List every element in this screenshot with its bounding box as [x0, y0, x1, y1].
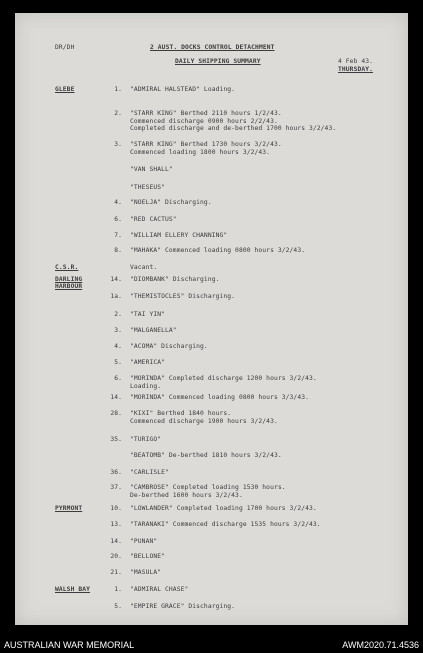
section-heading: DARLING [55, 276, 83, 283]
entry-line: "MASULA" [130, 569, 162, 576]
berth-number: 28. [110, 410, 122, 417]
entry-line: "THEMISTOCLES" Discharging. [130, 293, 236, 300]
section-heading: GLEBE [55, 86, 75, 93]
entry-line: "KIXI" Berthed 1840 hours. [130, 410, 232, 417]
entry-line: "CAMBROSE" Completed loading 1530 hours. [130, 484, 286, 491]
berth-number: 6. [114, 216, 122, 223]
berth-number: 3. [114, 141, 122, 148]
unit-name: 2 AUST. DOCKS CONTROL DETACHMENT [150, 44, 275, 51]
entry-line: "MAHAKA" Commenced loading 0800 hours 3/2/43. [130, 247, 306, 254]
entry-line: "THESEUS" [130, 184, 166, 191]
entry-line: "CARLISLE" [130, 469, 169, 476]
entry-line: "MALGANELLA" [130, 327, 177, 334]
document-date: 4 Feb 43. [338, 58, 374, 65]
entry-line: "BELLONE" [130, 553, 166, 560]
entry-line: Vacant. [130, 264, 158, 271]
entry-line: "MORINDA" Completed discharge 1200 hours 3/2/43. [130, 375, 317, 382]
berth-number: 5. [114, 359, 122, 366]
archive-name: AUSTRALIAN WAR MEMORIAL [4, 640, 135, 650]
berth-number: 14. [110, 276, 122, 283]
entry-line: "MORINDA" Commenced loading 0800 hours 3/3/43. [130, 394, 309, 401]
berth-number: 10. [110, 505, 122, 512]
entry-line: "LOWLANDER" Completed loading 1700 hours 3/2/43. [130, 505, 317, 512]
berth-number: 1. [114, 586, 122, 593]
berth-number: 7. [114, 232, 122, 239]
berth-number: 20. [110, 553, 122, 560]
file-reference: DR/DH [55, 44, 75, 51]
entry-line: Loading. [130, 382, 162, 390]
document-day: THURSDAY. [338, 66, 374, 73]
berth-number: 1a. [110, 293, 122, 300]
section-heading: WALSH BAY [55, 586, 91, 593]
berth-number: 36. [110, 469, 122, 476]
entry-line: "STARR KING" Berthed 1730 hours 3/2/43. [130, 141, 282, 148]
berth-number: 37. [110, 484, 122, 491]
berth-number: 5. [114, 603, 122, 610]
entry-line: "BEATOMB" De-berthed 1810 hours 3/2/43. [130, 452, 282, 459]
berth-number: 2. [114, 110, 122, 117]
berth-number: 3. [114, 327, 122, 334]
archive-footer [0, 637, 423, 653]
berth-number: 4. [114, 343, 122, 350]
entry-line: "WILLIAM ELLERY CHANNING" [130, 232, 228, 239]
entry-line: "TAI YIN" [130, 311, 166, 318]
document-page [15, 13, 408, 625]
entry-line: "RED CACTUS" [130, 216, 177, 223]
berth-number: 14. [110, 394, 122, 401]
berth-number: 6. [114, 375, 122, 382]
section-heading: PYRMONT [55, 505, 83, 512]
entry-line: "STARR KING" Berthed 2110 hours 1/2/43. [130, 110, 282, 117]
berth-number: 8. [114, 247, 122, 254]
entry-line: De-berthed 1600 hours 3/2/43. [130, 491, 243, 499]
berth-number: 35. [110, 436, 122, 443]
entry-line: "VAN SHALL" [130, 166, 173, 173]
entry-line: Commenced loading 1800 hours 3/2/43. [130, 148, 271, 156]
entry-line: "EMPIRE GRACE" Discharging. [130, 603, 236, 610]
summary-title: DAILY SHIPPING SUMMARY [175, 58, 261, 65]
berth-number: 2. [114, 311, 122, 318]
entry-line: Commenced discharge 0900 hours 2/2/43. [130, 117, 278, 125]
entry-line: "ADMIRAL CHASE" [130, 586, 189, 593]
entry-line: Completed discharge and de-berthed 1700 hours 3/2/43. [130, 125, 337, 132]
entry-line: "PUNAN" [130, 538, 158, 545]
berth-number: 13. [110, 521, 122, 528]
entry-line: "TARANAKI" Commenced discharge 1535 hours 3/2/43. [130, 521, 321, 528]
berth-number: 4. [114, 199, 122, 206]
berth-number: 21. [110, 569, 122, 576]
section-heading: C.S.R. [55, 264, 79, 271]
entry-line: "TURIGO" [130, 436, 162, 443]
archive-reference: AWM2020.71.4536 [342, 640, 419, 650]
entry-line: Commenced discharge 1900 hours 3/2/43. [130, 417, 278, 425]
entry-line: "AMERICA" [130, 359, 166, 366]
entry-line: "DIOMBANK" Discharging. [130, 276, 220, 283]
berth-number: 14. [110, 538, 122, 545]
section-heading-cont: HARBOUR [55, 283, 83, 290]
berth-number: 1. [114, 86, 122, 93]
entry-line: "ADMIRAL HALSTEAD" Loading. [130, 86, 236, 93]
entry-line: "NOELJA" Discharging. [130, 199, 212, 206]
entry-line: "ACOMA" Discharging. [130, 343, 208, 350]
